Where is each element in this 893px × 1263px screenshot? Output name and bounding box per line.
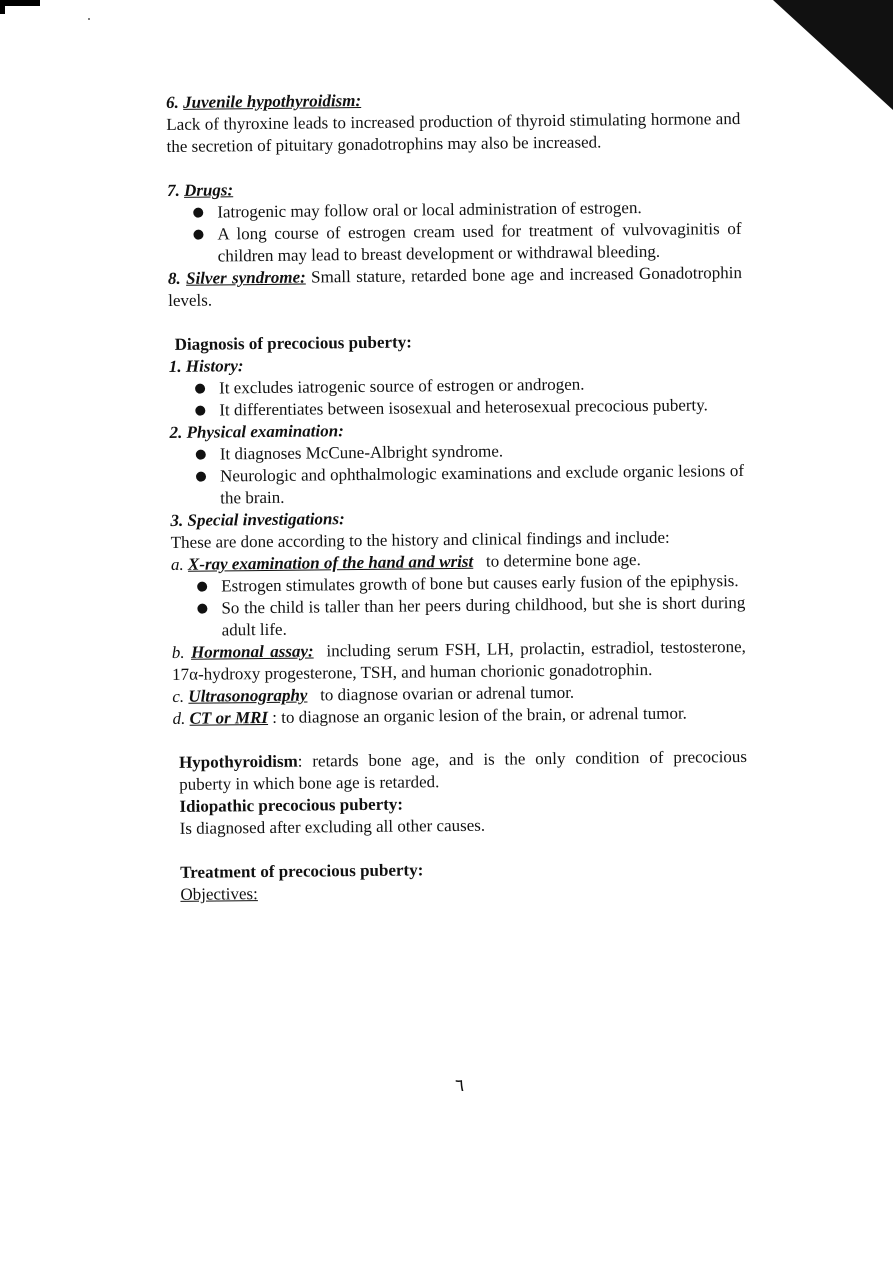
section-8-text: Small stature, retarded bone age and increased Gonadotrophin levels.: [168, 262, 743, 310]
bullet-icon: [195, 406, 205, 416]
page-number: ٦: [455, 1076, 465, 1096]
list-item: It differentiates between isosexual and heterosexual precocious puberty.: [193, 394, 743, 422]
history-title: 1. History:: [168, 356, 244, 376]
ultrasonography-title: Ultrasonography: [188, 685, 308, 706]
hormonal-assay-title: Hormonal assay:: [190, 641, 314, 662]
diagnosis-heading: Diagnosis of precocious puberty:: [174, 332, 412, 354]
list-item: It excludes iatrogenic source of estrogen or androgen.: [193, 372, 743, 400]
treatment-heading: Treatment of precocious puberty:: [180, 860, 424, 882]
section-7-title: Drugs:: [183, 180, 234, 200]
bullet-icon: [195, 384, 205, 394]
investigation-d: d. CT or MRI : to diagnose an organic lesion of the brain, or adrenal tumor.: [172, 703, 687, 728]
section-6-heading: 6. Juvenile hypothyroidism:: [166, 90, 362, 112]
investigation-c: c. Ultrasonography to diagnose ovarian or adrenal tumor.: [172, 682, 575, 706]
scan-mark-top-left-vertical: [0, 0, 5, 14]
physical-list: [170, 438, 745, 510]
investigation-a: a. X-ray examination of the hand and wrist to determine bone age.: [170, 550, 641, 574]
scan-corner-fold: [773, 0, 893, 110]
hypothyroidism-paragraph: Hypothyroidism: retards bone age, and is the only condition of precocious puberty in which bone age is retarded.: [178, 746, 748, 794]
list-item: It diagnoses McCune-Albright syndrome.: [194, 438, 744, 466]
list-item: A long course of estrogen cream used for treatment of vulvovaginitis of children may lead to breast development or withdrawal bleeding.: [191, 218, 741, 268]
scan-speck: [88, 18, 90, 20]
bullet-icon: [197, 582, 207, 592]
hypothyroidism-title: Hypothyroidism: [178, 751, 298, 772]
list-item: Neurologic and ophthalmologic examinations and exclude organic lesions of the brain.: [194, 460, 744, 510]
bullet-icon: [196, 472, 206, 482]
ct-mri-title: CT or MRI: [189, 707, 269, 728]
investigation-b: b. Hormonal assay: including serum FSH, LH, prolactin, estradiol, testosterone, 17α-hydroxy progesterone, TSH, and human chorionic gonadotrophin.: [171, 636, 746, 684]
bullet-icon: [193, 208, 203, 218]
section-7-list: [167, 196, 742, 268]
idiopathic-heading: Idiopathic precocious puberty:: [179, 794, 404, 816]
special-title: 3. Special investigations:: [170, 509, 345, 530]
history-list: [169, 372, 743, 422]
document-page: [166, 86, 748, 906]
objectives-label: Objectives:: [180, 884, 258, 904]
section-7-heading: 7. Drugs:: [166, 180, 234, 200]
bullet-icon: [197, 604, 207, 614]
special-intro: These are done according to the history and clinical findings and include:: [170, 527, 670, 552]
list-item: So the child is taller than her peers during childhood, but she is short during adult life.: [195, 592, 745, 642]
list-item: Iatrogenic may follow oral or local administration of estrogen.: [191, 196, 741, 224]
section-6-title: Juvenile hypothyroidism:: [183, 90, 362, 112]
list-item: Estrogen stimulates growth of bone but causes early fusion of the epiphysis.: [195, 570, 745, 598]
bullet-icon: [196, 450, 206, 460]
bullet-icon: [193, 230, 203, 240]
section-6-text: Lack of thyroxine leads to increased production of thyroid stimulating hormone and the secretion of pituitary gonadotrophins may also be increased.: [166, 108, 741, 156]
section-8: 8. Silver syndrome: Small stature, retarded bone age and increased Gonadotrophin levels.: [167, 262, 743, 310]
xray-title: X-ray examination of the hand and wrist: [187, 551, 474, 574]
scan-mark-top-left: [0, 0, 40, 6]
section-8-title: Silver syndrome:: [185, 267, 306, 288]
idiopathic-text: Is diagnosed after excluding all other causes.: [179, 815, 486, 838]
xray-list: [171, 570, 746, 642]
physical-title: 2. Physical examination:: [169, 421, 344, 442]
